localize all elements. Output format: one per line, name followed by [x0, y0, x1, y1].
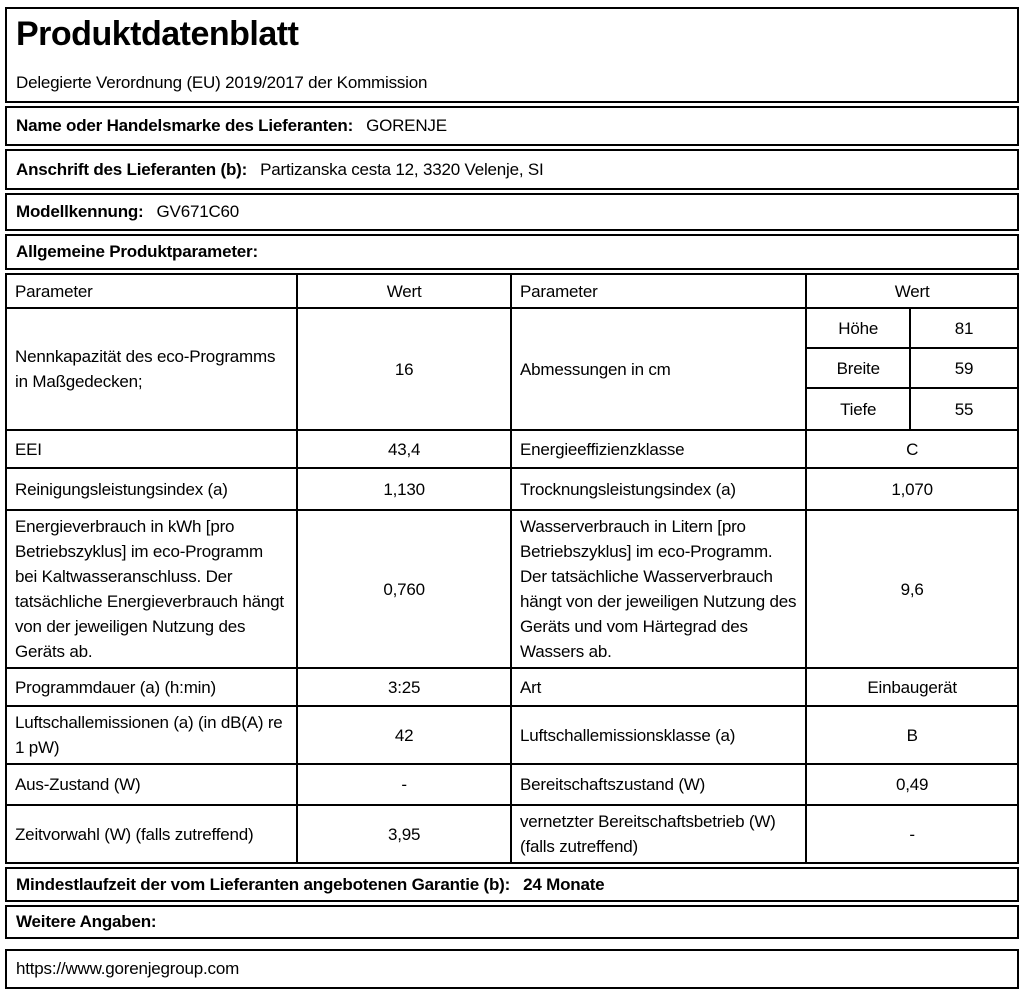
param-energy-consumption: Energieverbrauch in kWh [pro Betriebszyklus] im eco-Programm bei Kaltwasseranschluss. Der tatsächliche Energieverbrauch hängt von der jeweiligen Nutzung des Geräts ab.	[6, 510, 297, 668]
table-row	[6, 668, 1018, 706]
param-delay-start: Zeitvorwahl (W) (falls zutreffend)	[6, 805, 297, 863]
header	[5, 7, 1019, 103]
value-eei: 43,4	[297, 430, 511, 468]
value-cleaning-index: 1,130	[297, 468, 511, 510]
product-datasheet	[5, 7, 1019, 992]
supplier-address-value: Partizanska cesta 12, 3320 Velenje, SI	[260, 159, 544, 179]
value-capacity: 16	[297, 308, 511, 430]
dimension-depth-label: Tiefe	[806, 388, 910, 430]
value-water-consumption: 9,6	[806, 510, 1018, 668]
value-type: Einbaugerät	[806, 668, 1018, 706]
warranty-row	[5, 867, 1019, 902]
more-info-row	[5, 905, 1019, 939]
param-dimensions: Abmessungen in cm	[511, 308, 806, 430]
value-energy-consumption: 0,760	[297, 510, 511, 668]
website-link: https://www.gorenjegroup.com	[16, 959, 240, 978]
parameters-table	[5, 273, 1019, 864]
value-program-duration: 3:25	[297, 668, 511, 706]
col-header-wert-right: Wert	[806, 274, 1018, 308]
col-header-parameter-right: Parameter	[511, 274, 806, 308]
dimension-depth-value: 55	[910, 388, 1018, 430]
page-title: Produktdatenblatt	[16, 15, 299, 53]
warranty-label: Mindestlaufzeit der vom Lieferanten angebotenen Garantie (b):	[16, 874, 511, 894]
table-row	[6, 805, 1018, 863]
param-eei: EEI	[6, 430, 297, 468]
param-off-mode: Aus-Zustand (W)	[6, 764, 297, 805]
table-row	[6, 764, 1018, 805]
dimension-height-label: Höhe	[806, 308, 910, 348]
param-program-duration: Programmdauer (a) (h:min)	[6, 668, 297, 706]
warranty-value: 24 Monate	[523, 874, 605, 894]
model-label: Modellkennung:	[16, 202, 144, 221]
dimension-height-value: 81	[910, 308, 1018, 348]
more-info-label: Weitere Angaben:	[16, 912, 157, 931]
supplier-address-label: Anschrift des Lieferanten (b):	[16, 159, 248, 179]
param-water-consumption: Wasserverbrauch in Litern [pro Betriebszyklus] im eco-Programm. Der tatsächliche Wasserverbrauch hängt von der jeweiligen Nutzung des Geräts und vom Härtegrad des Wassers ab.	[511, 510, 806, 668]
value-noise-emissions: 42	[297, 706, 511, 764]
supplier-name-row	[5, 106, 1019, 146]
model-value: GV671C60	[156, 202, 240, 221]
param-noise-emissions: Luftschallemissionen (a) (in dB(A) re 1 pW)	[6, 706, 297, 764]
param-drying-index: Trocknungsleistungsindex (a)	[511, 468, 806, 510]
dimension-width-label: Breite	[806, 348, 910, 388]
section-title: Allgemeine Produktparameter:	[16, 242, 258, 261]
value-noise-class: B	[806, 706, 1018, 764]
model-row	[5, 193, 1019, 231]
table-row	[6, 430, 1018, 468]
value-delay-start: 3,95	[297, 805, 511, 863]
table-row	[6, 706, 1018, 764]
page-subtitle: Delegierte Verordnung (EU) 2019/2017 der Kommission	[16, 73, 428, 92]
param-noise-class: Luftschallemissionsklasse (a)	[511, 706, 806, 764]
param-standby: Bereitschaftszustand (W)	[511, 764, 806, 805]
table-row	[6, 468, 1018, 510]
dimension-width-value: 59	[910, 348, 1018, 388]
value-off-mode: -	[297, 764, 511, 805]
param-capacity: Nennkapazität des eco-Programms in Maßgedecken;	[6, 308, 297, 430]
param-networked-standby: vernetzter Bereitschaftsbetrieb (W) (falls zutreffend)	[511, 805, 806, 863]
table-header-row	[6, 274, 1018, 308]
table-row	[6, 510, 1018, 668]
value-energy-class: C	[806, 430, 1018, 468]
section-title-row	[5, 234, 1019, 270]
supplier-address-row	[5, 149, 1019, 190]
value-networked-standby: -	[806, 805, 1018, 863]
param-cleaning-index: Reinigungsleistungsindex (a)	[6, 468, 297, 510]
param-type: Art	[511, 668, 806, 706]
col-header-parameter-left: Parameter	[6, 274, 297, 308]
table-row	[6, 308, 1018, 348]
col-header-wert-left: Wert	[297, 274, 511, 308]
supplier-name-value: GORENJE	[366, 116, 447, 135]
supplier-name-label: Name oder Handelsmarke des Lieferanten:	[16, 116, 354, 135]
param-energy-class: Energieeffizienzklasse	[511, 430, 806, 468]
website-row	[5, 949, 1019, 989]
value-drying-index: 1,070	[806, 468, 1018, 510]
value-standby: 0,49	[806, 764, 1018, 805]
